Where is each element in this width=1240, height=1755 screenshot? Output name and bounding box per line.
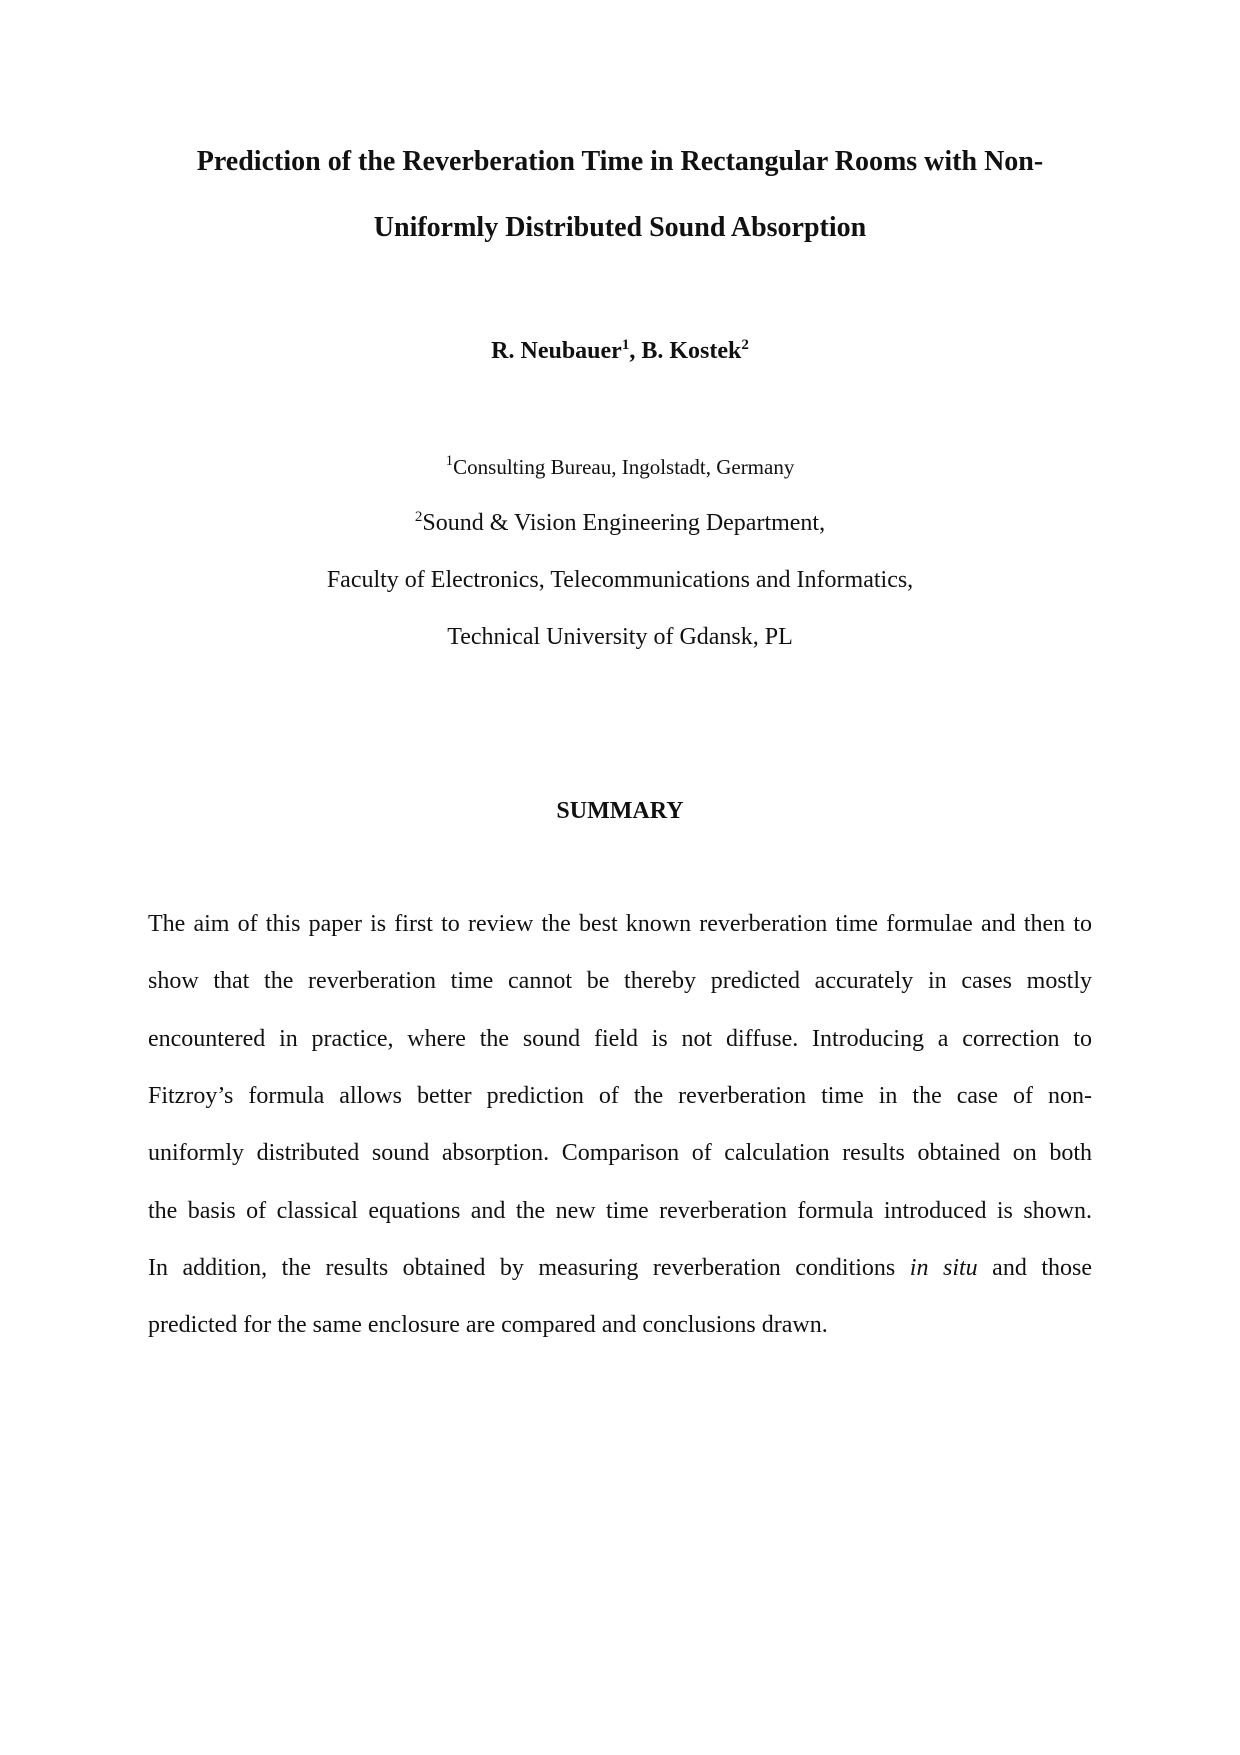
abstract-line-7 <box>148 1253 1092 1283</box>
affiliation-1 <box>0 452 1240 482</box>
abstract-line-3: encountered in practice, where the sound field is not diffuse. Introducing a correction to <box>148 1026 1092 1052</box>
affiliation-2-line-1 <box>0 508 1240 538</box>
abstract-line-1: The aim of this paper is first to review the best known reverberation time formulae and then to <box>148 911 1092 937</box>
abstract-italic-in-situ: in situ <box>909 1255 978 1281</box>
abstract-line-5: uniformly distributed sound absorption. Comparison of calculation results obtained on both <box>148 1140 1092 1166</box>
title-line-2: Uniformly Distributed Sound Absorption <box>373 212 867 243</box>
affiliation-2-text-line-1: Sound & Vision Engineering Department, <box>422 510 826 536</box>
author-1-affiliation-mark: 1 <box>621 337 630 353</box>
abstract-line-8: predicted for the same enclosure are compared and conclusions drawn. <box>148 1312 828 1338</box>
abstract-line-7-start: In addition, the results obtained by measuring reverberation conditions <box>148 1255 910 1281</box>
author-list <box>0 336 1240 366</box>
affiliation-2-mark: 2 <box>414 509 423 525</box>
author-1-name: R. Neubauer <box>491 338 622 364</box>
title-line-1: Prediction of the Reverberation Time in Rectangular Rooms with Non- <box>196 146 1044 177</box>
abstract-line-2: show that the reverberation time cannot be thereby predicted accurately in cases mostly <box>148 968 1092 994</box>
summary-heading: SUMMARY <box>556 798 684 824</box>
abstract-line-7-end: and those <box>977 1255 1092 1281</box>
abstract-line-4: Fitzroy’s formula allows better prediction of the reverberation time in the case of non- <box>148 1083 1092 1109</box>
affiliation-1-mark: 1 <box>445 453 454 469</box>
author-2-affiliation-mark: 2 <box>741 337 749 353</box>
affiliation-2-line-3: Technical University of Gdansk, PL <box>447 624 793 650</box>
abstract-line-6: the basis of classical equations and the new time reverberation formula introduced is shown. <box>148 1198 1092 1224</box>
affiliation-2-line-2: Faculty of Electronics, Telecommunications and Informatics, <box>326 567 914 593</box>
author-2-name: B. Kostek <box>641 338 742 364</box>
affiliation-1-text: Consulting Bureau, Ingolstadt, Germany <box>453 455 795 479</box>
author-separator: , <box>629 338 642 364</box>
